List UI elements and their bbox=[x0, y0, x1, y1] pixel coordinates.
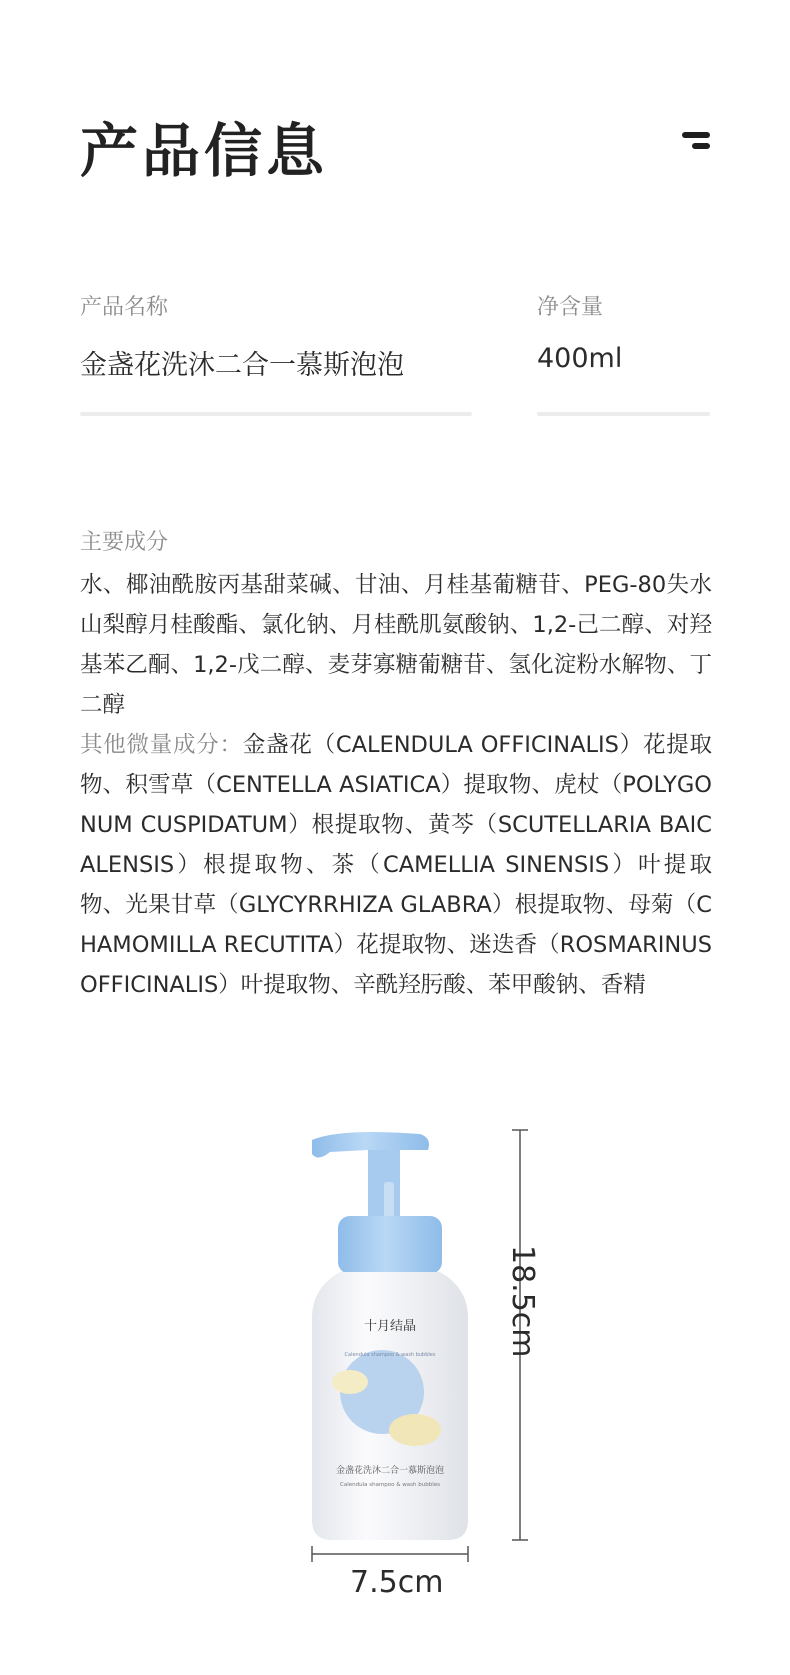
other-ingredients-text: 金盏花（CALENDULA OFFICINALIS）花提取物、积雪草（CENTELLA ASIATICA）提取物、虎杖（POLYGONUM CUSPIDATUM）根提取物、黄芩（SCUTELLARIA BAICALENSIS）根提取物、茶（CAMELLIA SINENSIS）叶提取物、光果甘草（GLYCYRRHIZA GLABRA）根提取物、母菊（CHAMOMILLA RECUTITA）花提取物、迷迭香（ROSMARINUS OFFICINALIS）叶提取物、辛酰羟肟酸、苯甲酸钠、香精 bbox=[80, 732, 712, 998]
volume-value: 400ml bbox=[537, 343, 623, 374]
other-ingredients-label: 其他微量成分： bbox=[80, 732, 243, 758]
bottle-label-cn: 金盏花洗沐二合一慕斯泡泡 bbox=[335, 1466, 445, 1476]
product-name-label: 产品名称 bbox=[80, 295, 169, 320]
bottle-label-en: Calendula shampoo & wash bubbles bbox=[339, 1482, 441, 1488]
bottle-brand: 十月结晶 bbox=[363, 1319, 417, 1334]
width-dimension-label: 7.5cm bbox=[350, 1565, 444, 1600]
product-bottle-illustration bbox=[0, 1120, 790, 1640]
main-ingredients-text: 水、椰油酰胺丙基甜菜碱、甘油、月桂基葡糖苷、PEG-80失水山梨醇月桂酸酯、氯化钠、月桂酰肌氨酸钠、1,2-己二醇、对羟基苯乙酮、1,2-戊二醇、麦芽寡糖葡糖苷、氢化淀粉水解物、丁二醇 bbox=[80, 572, 712, 718]
bottle-cap bbox=[338, 1216, 442, 1274]
volume-label: 净含量 bbox=[537, 295, 604, 320]
divider bbox=[80, 412, 472, 416]
width-dimension-line bbox=[312, 1546, 468, 1562]
bottle-graphic-cloud bbox=[332, 1370, 368, 1394]
other-ingredients bbox=[80, 725, 712, 1005]
divider bbox=[537, 412, 710, 416]
bottle-arc-text: Calendula shampoo & wash bubbles bbox=[344, 1352, 436, 1358]
bottle-graphic-cloud bbox=[389, 1414, 441, 1446]
page-title: 产品信息 bbox=[80, 117, 329, 185]
height-dimension-label: 18.5cm bbox=[505, 1245, 540, 1358]
product-name-value: 金盏花洗沐二合一慕斯泡泡 bbox=[80, 350, 404, 381]
brand-mark-icon bbox=[682, 132, 710, 154]
main-ingredients-label: 主要成分 bbox=[80, 530, 169, 555]
